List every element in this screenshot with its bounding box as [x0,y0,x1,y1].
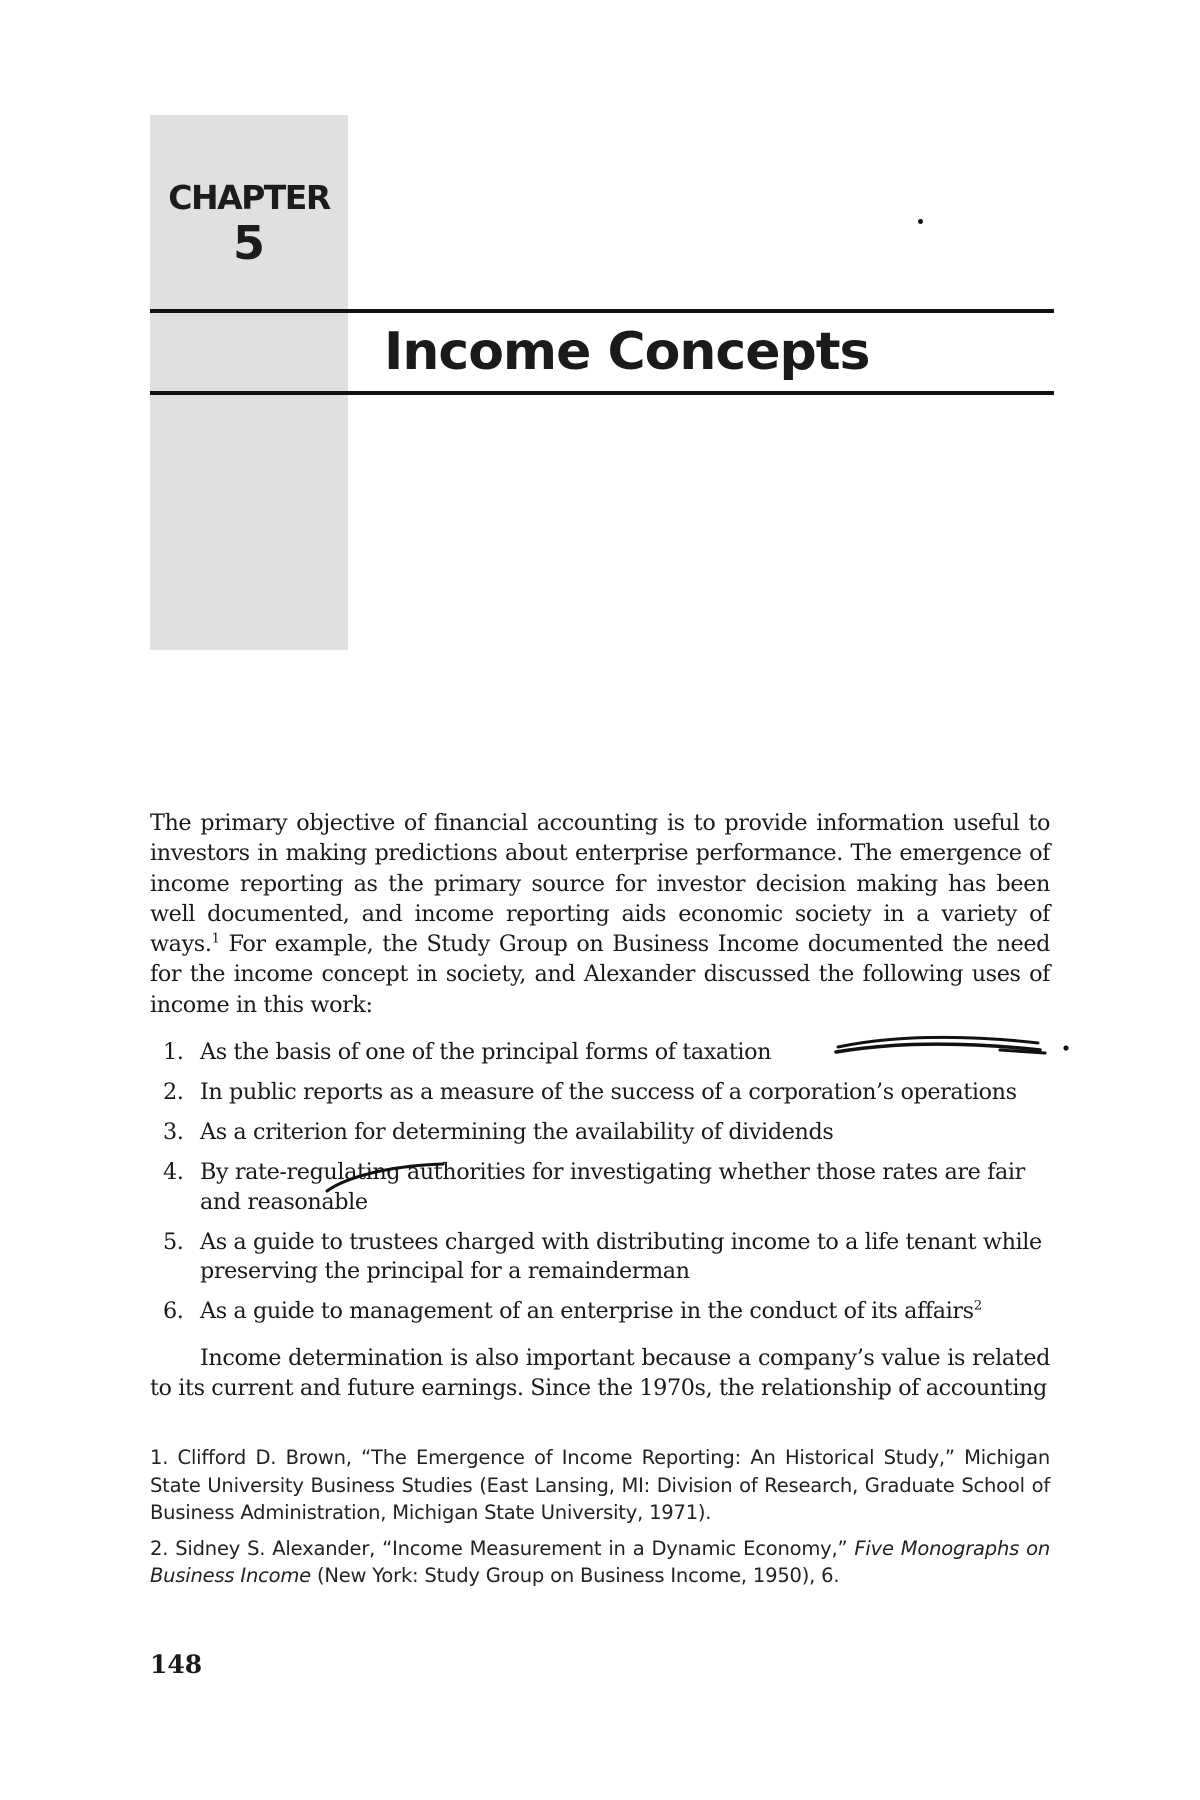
list-text: As a guide to trustees charged with distributing income to a life tenant while preserving the principal for a remainderman [200,1228,1042,1284]
list-item [150,1078,1050,1108]
title-rule-bottom [150,391,1054,395]
chapter-number: 5 [232,216,265,270]
intro-paragraph [150,808,1050,1020]
title-rule-top [150,309,1054,313]
footnotes [150,1444,1050,1598]
list-text: As the basis of one of the principal forms of taxation [200,1039,772,1065]
list-text: By rate-regulating authorities for investigating whether those rates are fair and reasonable [200,1159,1025,1215]
footnote-ref-1: 1 [211,931,220,947]
list-item [150,1297,1050,1327]
list-text: As a criterion for determining the availability of dividends [200,1119,834,1145]
chapter-label: CHAPTER [168,178,330,217]
list-number: 5. [163,1228,184,1255]
footnote-2-book-title: Five Monographs on Business Income [150,1536,1050,1587]
footnote-2-text-end: (New York: Study Group on Business Income, 1950), 6. [310,1564,840,1587]
list-item [150,1158,1050,1217]
footnote-2 [150,1535,1050,1590]
income-uses-list [150,1038,1050,1337]
page-number: 148 [150,1650,203,1679]
footnote-2-text: 2. Sidney S. Alexander, “Income Measurement in a Dynamic Economy,” [150,1536,855,1560]
list-number: 1. [163,1039,184,1065]
list-text: In public reports as a measure of the success of a corporation’s operations [200,1079,1017,1105]
footnote-ref-2: 2 [973,1298,982,1314]
list-item [150,1228,1050,1287]
pen-dot [1063,1045,1068,1050]
list-text: As a guide to management of an enterprise in the conduct of its affairs [200,1298,974,1324]
list-number: 4. [163,1159,184,1185]
list-item [150,1118,1050,1148]
intro-text: The primary objective of financial accounting is to provide information useful to investors in making predictions about enterprise performance. The emergence of income reporting as the primary source for investor decision making has been well documented, and income reporting aids economic society in a variety of ways. [150,810,1050,958]
footnote-1: 1. Clifford D. Brown, “The Emergence of Income Reporting: An Historical Study,” Michigan State University Business Studies (East Lansing, MI: Division of Research, Graduate School of Business Administration, Michigan State University, 1971). [150,1446,1050,1524]
body-paragraph: Income determination is also important because a company’s value is related to its current and future earnings. Since the 1970s, the relationship of accounting [150,1345,1050,1401]
stray-dot [918,219,923,224]
list-number: 2. [163,1079,184,1105]
intro-text-continued: For example, the Study Group on Business Income documented the need for the income concept in society, and Alexander discussed the following uses of income in this work: [150,931,1050,1018]
list-number: 6. [163,1298,184,1324]
list-number: 3. [163,1119,184,1145]
chapter-title: Income Concepts [384,322,870,382]
list-item [150,1038,1050,1068]
